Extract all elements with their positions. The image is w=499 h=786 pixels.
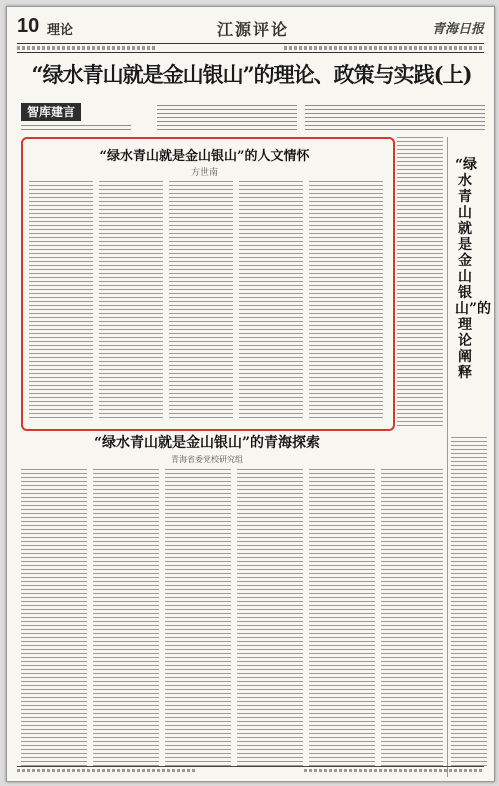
lead-col-1 — [29, 181, 93, 419]
info-left-text — [17, 46, 157, 50]
side-col-lower — [451, 437, 487, 767]
masthead — [17, 15, 484, 41]
footer-right-text — [304, 769, 484, 772]
lead-article-byline: 方世南 — [190, 168, 218, 178]
second-article-title: “绿水青山就是金山银山”的青海探索 — [93, 435, 321, 451]
mid-col-upper — [397, 137, 443, 427]
main-headline: “绿水青山就是金山银山”的理论、政策与实践(上) — [31, 62, 472, 87]
lead-col-4 — [239, 181, 303, 419]
info-bar — [17, 43, 484, 53]
lead-col-3 — [169, 181, 233, 419]
second-col-5 — [309, 469, 375, 769]
paper-name: 青海日报 — [431, 22, 484, 37]
think-tank-badge: 智库建言 — [21, 103, 81, 121]
intro-text-1 — [157, 105, 297, 131]
badge-caption — [21, 125, 131, 133]
second-col-2 — [93, 469, 159, 769]
intro-text-2 — [305, 105, 485, 131]
second-col-6 — [381, 469, 443, 769]
section-label: 理论 — [47, 23, 74, 38]
newspaper-page — [6, 6, 495, 782]
side-rule — [447, 137, 448, 777]
lead-col-5 — [309, 181, 383, 419]
info-right-text — [284, 46, 484, 50]
second-col-4 — [237, 469, 303, 769]
lead-col-2 — [99, 181, 163, 419]
second-col-1 — [21, 469, 87, 769]
side-article-title: “绿水青山就是金山银山”的理论阐释 — [455, 157, 492, 381]
second-col-3 — [165, 469, 231, 769]
second-article-author: 青海省委党校研究组 — [171, 455, 243, 464]
footer-left-text — [17, 769, 197, 772]
lead-article-title: “绿水青山就是金山银山”的人文情怀 — [99, 149, 310, 164]
footer-bar — [17, 766, 484, 773]
page-number: 10 — [17, 15, 40, 37]
column-title: 江源评论 — [217, 20, 290, 39]
